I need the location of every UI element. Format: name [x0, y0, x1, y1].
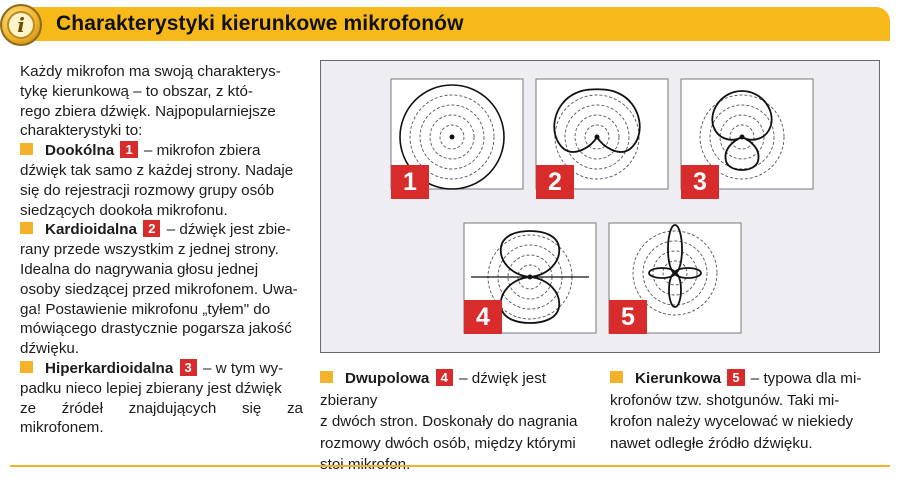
- item-text-line: mówiącego drastycznie pogarsza jakość: [20, 320, 292, 338]
- bullet-square-icon: [20, 361, 33, 373]
- item-text-line: – w tym wy-: [203, 359, 284, 377]
- item-name: Hiperkardioidalna: [45, 359, 174, 377]
- item-text-line: z dwóch stron. Doskonały do nagrania: [320, 413, 578, 430]
- item-text-line: rozmowy dwóch osób, między którymi: [320, 434, 576, 452]
- bullet-square-icon: [320, 371, 333, 383]
- item-bidirectional: [320, 368, 585, 476]
- item-number-badge: 1: [120, 141, 137, 158]
- item-text-line: Idealna do nagrywania głosu jednej: [20, 260, 259, 278]
- item-text-line: nawet odległe źródło dźwięku.: [610, 434, 813, 452]
- intro-line: rego zbiera dźwięk. Najpopularniejsze: [20, 102, 276, 120]
- bullet-square-icon: [20, 143, 33, 155]
- bottom-rule: [10, 465, 890, 467]
- intro-line: tykę kierunkową – to obszar, z któ-: [20, 82, 253, 100]
- mic-point: [595, 135, 600, 140]
- item-text-line: siedzących dookoła mikrofonu.: [20, 201, 228, 219]
- diagram-number-5: 5: [609, 300, 647, 334]
- item-text-line: – dźwięk jest zbie-: [166, 221, 291, 239]
- info-icon: [0, 4, 42, 46]
- header: [0, 4, 893, 42]
- info-icon-letter: i: [7, 11, 35, 39]
- item-name: Dwupolowa: [345, 370, 430, 387]
- intro-paragraph: [20, 62, 303, 141]
- item-text-line: dźwięk tak samo z każdej strony. Nadaje: [20, 161, 294, 179]
- item-text-line: rany przede wszystkim z jednej strony.: [20, 241, 279, 259]
- item-text-line: ga! Postawienie mikrofonu „tyłem" do: [20, 300, 271, 318]
- diagram-number-2: 2: [536, 165, 574, 199]
- intro-line: charakterystyki to:: [20, 122, 143, 140]
- item-omnidirectional: [20, 141, 303, 220]
- item-number-badge: 2: [143, 220, 160, 237]
- item-name: Kierunkowa: [635, 370, 722, 387]
- diagram-number-1: 1: [391, 165, 429, 199]
- item-text-line: się do rejestracji rozmowy grupy osób: [20, 181, 275, 199]
- left-column: [20, 62, 303, 438]
- item-text-line: – typowa dla mi-: [750, 370, 862, 387]
- mic-point: [528, 275, 533, 280]
- item-name: Kardioidalna: [45, 221, 137, 239]
- item-text-line: padku nieco lepiej zbierany jest dźwięk: [20, 379, 282, 397]
- item-cardioid: [20, 220, 303, 359]
- diagram-number-3: 3: [681, 165, 719, 199]
- bullet-square-icon: [20, 222, 33, 234]
- item-text-line: ze źródeł znajdujących się za mikrofonem.: [20, 399, 303, 437]
- item-text-line: krofonów tzw. shotgunów. Taki mi-: [610, 391, 840, 409]
- item-text-line: – mikrofon zbiera: [143, 142, 261, 160]
- item-text-line: – dźwięk jest zbierany: [320, 370, 547, 409]
- mic-point: [740, 135, 745, 140]
- polar-patterns-diagram: [321, 61, 881, 354]
- diagram-panel: [320, 60, 880, 353]
- item-text-line: krofon należy wycelować w niekiedy: [610, 413, 854, 430]
- mic-point: [450, 135, 455, 140]
- mic-point: [673, 271, 678, 276]
- item-text-line: dźwięku.: [20, 340, 80, 358]
- item-hypercardioid: [20, 359, 303, 438]
- item-shotgun: [610, 368, 880, 454]
- intro-line: Każdy mikrofon ma swoją charakterys-: [20, 63, 281, 80]
- item-number-badge: 3: [180, 359, 197, 376]
- item-number-badge: 4: [436, 369, 453, 386]
- item-text-line: osoby siedzącej przed mikrofonem. Uwa-: [20, 280, 298, 298]
- item-number-badge: 5: [727, 369, 744, 386]
- page-title: Charakterystyki kierunkowe mikrofonów: [56, 12, 464, 35]
- bullet-square-icon: [610, 371, 623, 383]
- diagram-number-4: 4: [464, 300, 502, 334]
- item-name: Dookólna: [45, 142, 115, 160]
